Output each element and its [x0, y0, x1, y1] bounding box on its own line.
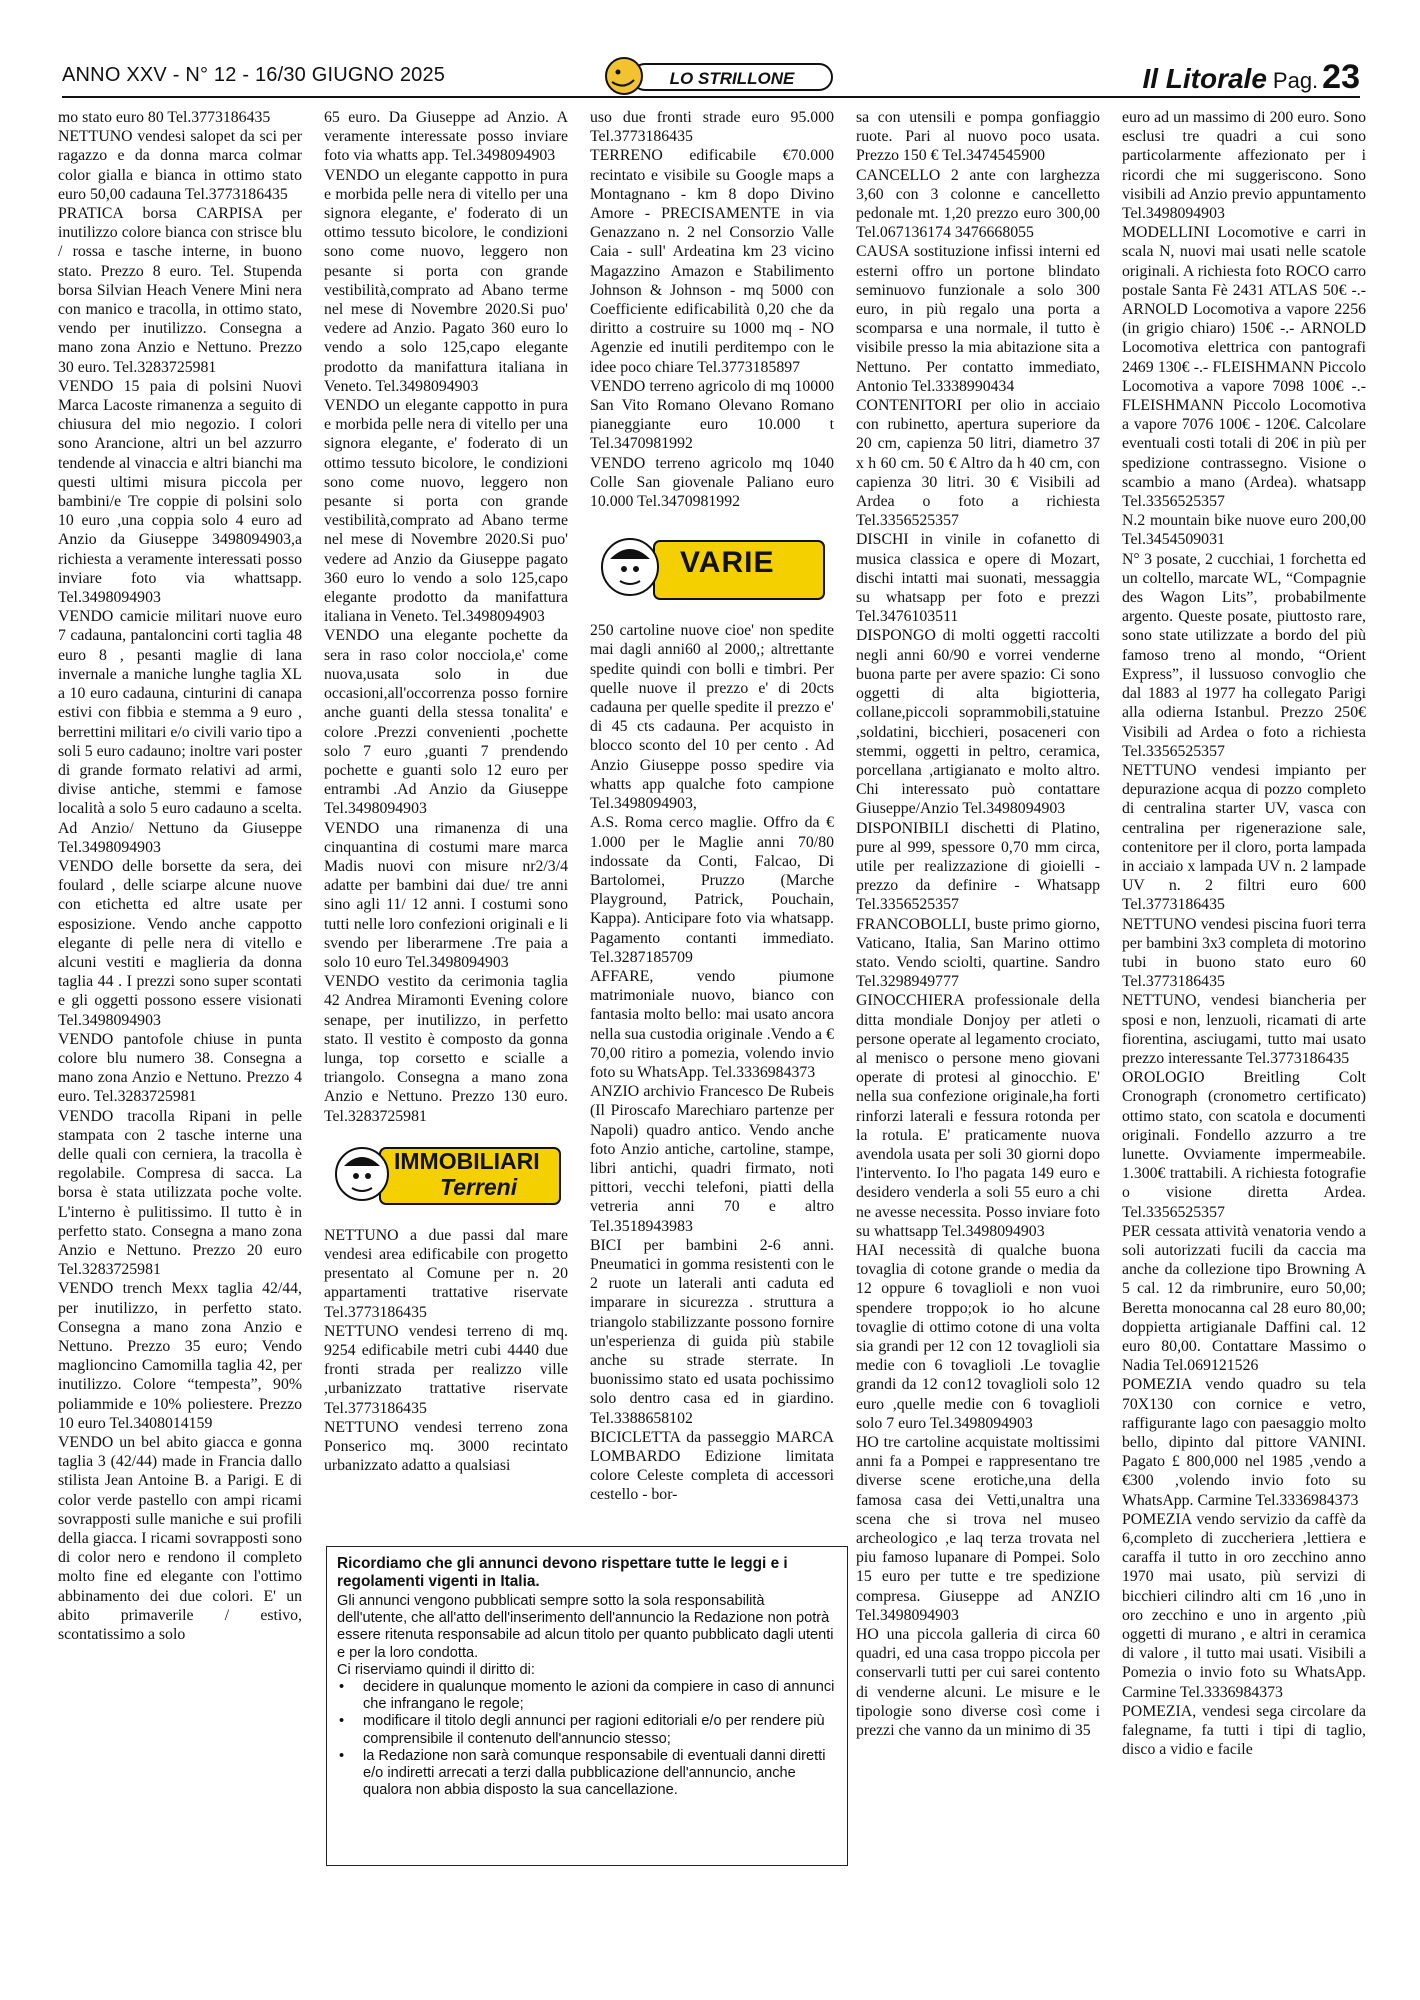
- ad-item: N.2 mountain bike nuove euro 200,00 Tel.3454509031: [1122, 512, 1366, 549]
- page-label: Pag.: [1272, 68, 1319, 93]
- ad-item: PRATICA borsa CARPISA per inutilizzo colore bianca con strisce blu / rossa e tasche interne, in buono stato. Prezzo 8 euro. Tel. Stupenda borsa Silvian Heach Venere Mini nera con manico e tracolla, in ottimo stato, vendo per inutilizzo. Consegna a mano zona Anzio e Nettuno. Prezzo 30 euro. Tel.3283725981: [58, 205, 302, 376]
- paper-title: Il Litorale: [1142, 63, 1267, 94]
- ad-item: CAUSA sostituzione infissi interni ed esterni offro un portone blindato seminuovo funzionale a solo 300 euro, in più regalo una porta a scomparsa e una normale, il tutto è visibile presso la mia abitazione sita a Nettuno. Per contatto immediato, Antonio Tel.3338990434: [856, 243, 1100, 395]
- section-header-immobiliari: [328, 1136, 564, 1212]
- ad-item: NETTUNO, vendesi biancheria per sposi e non, lenzuoli, ricamati di arte fiorentina, asciugami, tutto mai usato prezzo interessante Tel.3773186435: [1122, 992, 1366, 1067]
- page-header: [62, 58, 1360, 94]
- strillone-logo-icon: [602, 54, 842, 100]
- legal-notice-box: [326, 1546, 848, 1866]
- ad-item: VENDO un elegante cappotto in pura e morbida pelle nera di vitello per una signora elegante, e' foderato di un ottimo tessuto bicolore, le condizioni sono come nuovo, leggero non pesante si porta con grande vestibilità,comprato ad Abano terme nel mese di Novembre 2020.Si puo' vedere ad Anzio. Pagato 360 euro lo vendo a solo 125,capo elegante prodotto da manifattura italiana in Veneto. Tel.3498094903: [324, 166, 568, 395]
- ad-item: VENDO delle borsette da sera, dei foulard , delle sciarpe alcune nuove con etichetta ed altre usate per esposizione. Vendo anche cappotto elegante di pelle nera di vitello e alcuni vestiti e maglieria da donna taglia 44 . I prezzi sono super scontati e gli oggetti possono essere visionati Tel.3498094903: [58, 857, 302, 1029]
- notice-body: Gli annunci vengono pubblicati sempre sotto la sola responsabilità dell'utente, che all'atto dell'inserimento dell'annuncio la Redazione non potrà essere ritenuta responsabile ad alcun titolo per quanto pubblicato dagli utenti e per la loro condotta.: [337, 1593, 834, 1661]
- column-2: [324, 108, 568, 1475]
- ad-item: VENDO camicie militari nuove euro 7 cadauna, pantaloncini corti taglia 48 euro 8 , pesanti maglie di lana invernale a maniche lunghe taglia XL a 10 euro cadauna, cinturini di canapa estivi con fibbia e stemma a 9 euro , berrettini militari e/o civili vario tipo a soli 5 euro cadauno; inoltre vari poster di grande formato relativi ad armi, divise antiche, stemmi e famose località a solo 5 euro cadauno a scelta. Ad Anzio/ Nettuno da Giuseppe Tel.3498094903: [58, 608, 302, 856]
- notice-title: Ricordiamo che gli annunci devono rispettare tutte le leggi e i regolamenti vigenti in Italia.: [337, 1555, 788, 1590]
- ad-item: N° 3 posate, 2 cucchiai, 1 forchetta ed un coltello, marcate WL, “Compagnie des Wagon Lits”, probabilmente argento. Queste posate, piuttosto rare, sono state utilizzate a bordo del più famoso treno al mondo, “Orient Express”, il lussuoso convoglio che dal 1883 al 1977 ha collegato Parigi alla odierna Istanbul. Prezzo 250€ Visibili ad Ardea o foto a richiesta Tel.3356525357: [1122, 550, 1366, 760]
- ad-item: 65 euro. Da Giuseppe ad Anzio. A veramente interessate posso inviare foto via whatts app. Tel.3498094903: [324, 109, 568, 165]
- ad-item: FRANCOBOLLI, buste primo giorno, Vaticano, Italia, San Marino ottimo stato. Vendo sciolti, quartine. Sandro Tel.3298949777: [856, 915, 1100, 991]
- ad-item: uso due fronti strade euro 95.000 Tel.3773186435: [590, 109, 834, 146]
- ad-item: VENDO vestito da cerimonia taglia 42 Andrea Miramonti Evening colore senape, per inutilizzo, in perfetto stato. Il vestito è composto da gonna lunga, top corsetto e scialle a triangolo. Consegna a mano zona Anzio e Nettuno. Prezzo 130 euro. Tel.3283725981: [324, 973, 568, 1125]
- ad-item: DISPONIBILI dischetti di Platino, pure al 999, spessore 0,70 mm circa, utile per realizzazione di gioielli - prezzo da definire - Whatsapp Tel.3356525357: [856, 819, 1100, 914]
- ad-item: CANCELLO 2 ante con larghezza 3,60 con 3 colonne e cancelletto pedonale mt. 1,20 prezzo euro 300,00 Tel.067136174 3476668055: [856, 166, 1100, 242]
- column-4: [856, 108, 1100, 1740]
- ad-item: AFFARE, vendo piumone matrimoniale nuovo, bianco con fantasia molto bello: mai usato ancora nella sua custodia originale .Vendo a € 70,00 ritiro a pomezia, volendo invio foto su WhatsApp. Tel.3336984373: [590, 967, 834, 1081]
- ad-item: TERRENO edificabile €70.000 recintato e visibile su Google maps a Montagnano - km 8 dopo Divino Amore - PRECISAMENTE in via Genazzano n. 2 nel Consorzio Valle Caia - sull' Ardeatina km 23 vicino Magazzino Amazon e Stabilimento Johnson & Johnson - mq 5000 con Coefficiente edificabilità 0,20 che da diritto a costruire su 1000 mq - NO Agenzie ed inutili perditempo con le idee poco chiare Tel.3773185897: [590, 147, 834, 376]
- ad-item: NETTUNO vendesi piscina fuori terra per bambini 3x3 completa di motorino tubi in buono stato euro 60 Tel.3773186435: [1122, 915, 1366, 991]
- ad-item: HAI necessità di qualche buona tovaglia di cotone grande o media da 12 oppure 6 tovaglioli e non vuoi spendere troppo;ok io ho alcune tovaglie di ottimo cotone di una volta sia grandi per 12 con 12 tovaglioli sia medie con 6 tovaglioli .Le tovaglie grandi da 12 con12 tovaglioli solo 12 euro ,quelle medie con 6 tovaglioli solo 7 euro Tel.3498094903: [856, 1241, 1100, 1432]
- ad-item: A.S. Roma cerco maglie. Offro da € 1.000 per le Maglie anni 70/80 indossate da Conti, Falcao, Di Bartolomei, Pruzzo (Marche Playground, Patrick, Pouchain, Kappa). Anticipare foto via whatsapp. Pagamento contanti immediato. Tel.3287185709: [590, 814, 834, 966]
- notice-item: • decidere in qualunque momento le azioni da compiere in caso di annunci che infrangano le regole;: [337, 1679, 837, 1713]
- ad-item: BICICLETTA da passeggio MARCA LOMBARDO Edizione limitata colore Celeste completa di accessori cestello - bor-: [590, 1428, 834, 1504]
- notice-intro: Ci riserviamo quindi il diritto di:: [337, 1661, 535, 1678]
- ad-item: POMEZIA, vendesi sega circolare da falegname, fa tutti i tipi di taglio, disco a vidio e facile: [1122, 1702, 1366, 1759]
- column-5: [1122, 108, 1366, 1759]
- ad-item: DISCHI in vinile in cofanetto di musica classica e opere di Mozart, dischi intatti mai suonati, messaggia su whatsapp per foto e prezzi Tel.3476103511: [856, 531, 1100, 626]
- ad-item: VENDO trench Mexx taglia 42/44, per inutilizzo, in perfetto stato. Consegna a mano zona Anzio e Nettuno. Prezzo 35 euro; Vendo maglioncino Camomilla taglia 42, per inutilizzo. Colore “tempesta”, 90% poliammide e 10% poliestere. Prezzo 10 euro Tel.3408014159: [58, 1280, 302, 1432]
- ad-item: NETTUNO a due passi dal mare vendesi area edificabile con progetto presentato al Comune per n. 20 appartamenti trattative riservate Tel.3773186435: [324, 1226, 568, 1321]
- ad-item: VENDO un elegante cappotto in pura e morbida pelle nera di vitello per una signora elegante, e' foderato di un ottimo tessuto bicolore, le condizioni sono come nuovo, leggero non pesante si porta con grande vestibilità,comprato ad Abano terme nel mese di Novembre 2020.Si puo' vedere ad Anzio da Giuseppe pagato 360 euro lo vendo a solo 125,capo elegante prodotto da manifattura italiana in Veneto. Tel.3498094903: [324, 397, 568, 626]
- notice-item: • la Redazione non sarà comunque responsabile di eventuali danni diretti e/o indiretti arrecati a terzi dalla pubblicazione dell'annuncio, anche qualora non abbia disposto la sua cancellazione.: [337, 1748, 837, 1800]
- section-title: VARIE: [680, 546, 775, 580]
- ad-item: POMEZIA vendo servizio da caffè da 6,completo di zuccheriera ,lettiera e caraffa il tutto in oro zecchino anno 1970 mai usato, più servizi di bicchieri cilindro alti cm 16 ,uno in oro zecchino e uno in argento ,più oggetti di murano , e altri in ceramica di valore , il tutto mai usati. Visibili a Pomezia o invio foto su WhatsApp. Carmine Tel.3336984373: [1122, 1510, 1366, 1701]
- ad-item: VENDO tracolla Ripani in pelle stampata con 2 tasche interne una delle quali con cerniera, la tracolla è regolabile. Compresa di sacca. La borsa è stata utilizzata poche volte. L'interno è pulitissimo. Il tutto è in perfetto stato. Consegna a mano zona Anzio e Nettuno. Prezzo 20 euro Tel.3283725981: [58, 1107, 302, 1279]
- section-header-varie: [594, 527, 830, 607]
- ad-item: sa con utensili e pompa gonfiaggio ruote. Pari al nuovo poco usata. Prezzo 150 € Tel.3474545900: [856, 109, 1100, 165]
- ad-item: VENDO pantofole chiuse in punta colore blu numero 38. Consegna a mano zona Anzio e Nettuno. Prezzo 4 euro. Tel.3283725981: [58, 1030, 302, 1106]
- page-number: 23: [1322, 58, 1360, 96]
- ad-item: CONTENITORI per olio in acciaio con rubinetto, apertura superiore da 20 cm, capienza 50 litri, diametro 37 x h 60 cm. 50 € Altro da h 40 cm, con capienza 30 litri. 30 € Visibili ad Ardea o foto a richiesta Tel.3356525357: [856, 397, 1100, 530]
- ad-item: VENDO 15 paia di polsini Nuovi Marca Lacoste rimanenza a seguito di chiusura del mio negozio. I colori sono Arancione, altri un bel azzurro tendende al vinaccia e altri bianchi ma questi ultimi misura piccola per bambini/e Tre coppie di polsini solo 10 euro ,una coppia solo 4 euro ad Anzio da Giuseppe 3498094903,a richiesta a veramente interessati posso inviare foto via whattsapp. Tel.3498094903: [58, 377, 302, 607]
- ad-item: ANZIO archivio Francesco De Rubeis (Il Piroscafo Marechiaro partenze per Napoli) quadro antico. Vendo anche foto Anzio antiche, cartoline, stampe, libri antichi, quadri firmato, noti pittori, vecchi telefoni, piatti della vetreria anni 70 e altro Tel.3518943983: [590, 1083, 834, 1235]
- section-title: IMMOBILIARI: [394, 1147, 540, 1174]
- header-rule: [62, 96, 1360, 98]
- ad-item: BICI per bambini 2-6 anni. Pneumatici in gomma resistenti con le 2 ruote un laterali anti caduta ed imparare in sicurezza . struttura a triangolo stabilizzante possono fornire un'esperienza di guida più stabile anche su strade sterrate. In buonissimo stato ed usata pochissimo solo dentro casa ed in giardino. Tel.3388658102: [590, 1236, 834, 1427]
- logo-text: LO STRILLONE: [669, 69, 795, 88]
- ad-item: 250 cartoline nuove cioe' non spedite mai dagli anni60 al 2000,; altrettante spedite quindi con bolli e timbri. Per quelle nuove il prezzo e' di 20cts cadauna per quelle spedite il prezzo e' di 45 cts cadauna. Per acquisto in blocco sconto del 10 per cento . Ad Anzio Giuseppe posso spedire via whatts app qualche foto campione Tel.3498094903,: [590, 622, 834, 813]
- ad-item: VENDO una elegante pochette da sera in raso color nocciola,e' come nuova,usata solo in due occasioni,all'occorrenza posso fornire anche guanti della stessa tonalita' e colore .Prezzi convenienti ,pochette solo 7 euro ,guanti 7 prendendo pochette e guanti solo 12 euro per entrambi .Ad Anzio da Giuseppe Tel.3498094903: [324, 627, 568, 818]
- strillone-logo: [602, 54, 842, 100]
- ad-item: euro ad un massimo di 200 euro. Sono esclusi tre quadri a cui sono particolarmente affezionato per i ricordi che mi suggeriscono. Sono visibili ad Anzio previo appuntamento Tel.3498094903: [1122, 109, 1366, 223]
- ad-item: HO tre cartoline acquistate moltissimi anni fa a Pompei e rappresentano tre diverse scene erotiche,una della famosa casa dei Vetti,unaltra una scena che si trova nel museo archeologico ,e laq terza trovata nel piu famoso lupanare di Pompei. Solo 15 euro per tutte e tre spedizione compresa. Giuseppe ad ANZIO Tel.3498094903: [856, 1434, 1100, 1624]
- ad-item: MODELLINI Locomotive e carri in scala N, nuovi mai usati nelle scatole originali. A richiesta foto ROCO carro postale Santa Fè 2431 ATLAS 50€ -.- ARNOLD Locomotiva a vapore 2256 (in grigio chiaro) 150€ -.- ARNOLD Locomotiva elettrica con pantografi 2469 130€ -.- FLEISHMANN Piccolo Locomotiva a vapore 7098 100€ -.- FLEISHMANN Piccolo Locomotiva a vapore 7076 100€ - 120€. Calcolare eventuali costi totali di 20€ in più per spedizione contrassegno. Visione o scambio a mano (Ardea). whatsapp Tel.3356525357: [1122, 224, 1366, 511]
- ad-item: VENDO un bel abito giacca e gonna taglia 3 (42/44) made in Francia dallo stilista Jean Antoine B. a Parigi. E di color verde pastello con ampi ricami sovrapposti sulle maniche e sui profili della giacca. I ricami sovrapposti sono di color nero e rendono il completo molto fine ed elegante con l'ottimo abbinamento dei due colori. E' un abito primaverile / estivo, scontatissimo a solo: [58, 1434, 302, 1644]
- ad-item: DISPONGO di molti oggetti raccolti negli anni 60/90 e vorrei venderne buona parte per avere spazio: Ci sono oggetti di alta bigiotteria, collane,piccoli soprammobili,statuine ,soldatini, bicchieri, posaceneri con stemmi, oggetti in peltro, ceramica, porcellana ,artigianato e molto altro. Chi interessato può contattare Giuseppe/Anzio Tel.3498094903: [856, 627, 1100, 818]
- paper-title-block: [1142, 58, 1360, 97]
- section-subtitle: Terreni: [440, 1173, 518, 1200]
- column-3: [590, 108, 834, 1505]
- ad-item: mo stato euro 80 Tel.3773186435: [58, 109, 271, 126]
- ad-item: NETTUNO vendesi terreno di mq. 9254 edificabile metri cubi 4440 due fronti strada per realizzo ville ,urbanizzato trattative riservate Tel.3773186435: [324, 1322, 568, 1417]
- ad-item: OROLOGIO Breitling Colt Cronograph (cronometro certificato) ottimo stato, con scatola e documenti originali. Fondello azzurro a tre lunette. Ovviamente impermeabile. 1.300€ trattabili. A richiesta fotografie o visione diretta Ardea. Tel.3356525357: [1122, 1069, 1366, 1221]
- ad-item: POMEZIA vendo quadro su tela 70X130 con cornice e vetro, raffigurante lago con paesaggio molto bello, dipinto dal pittore VANINI. Pagato £ 800,000 nel 1985 ,vendo a €300 ,volendo invio foto su WhatsApp. Carmine Tel.3336984373: [1122, 1376, 1366, 1509]
- ad-item: NETTUNO vendesi salopet da sci per ragazzo e da donna marca colmar color gialla e bianca in ottimo stato euro 50,00 cadauna Tel.3773186435: [58, 128, 302, 203]
- ad-item: PER cessata attività venatoria vendo a soli autorizzati fucili da caccia ma anche da collezione tipo Browning A 5 cal. 12 da rimbrunire, euro 50,00; Beretta monocanna cal 28 euro 80,00; doppietta artigianale Daffini cal. 12 euro 80,00. Contattare Massimo o Nadia Tel.069121526: [1122, 1222, 1366, 1375]
- issue-info: ANNO XXV - N° 12 - 16/30 GIUGNO 2025: [62, 64, 446, 86]
- ad-item: VENDO terreno agricolo di mq 10000 San Vito Romano Olevano Romano pianeggiante euro 10.000 t Tel.3470981992: [590, 377, 834, 453]
- ad-item: VENDO una rimanenza di una cinquantina di costumi mare marca Madis nuovi con misure nr2/3/4 adatte per bambini dai due/ tre anni sino agli 11/ 12 anni. I costumi sono tutti nelle loro confezioni originali e li svendo per liberarmene .Tre paia a solo 10 euro Tel.3498094903: [324, 819, 568, 971]
- ad-item: GINOCCHIERA professionale della ditta mondiale Donjoy per atleti o persone operate al legamento crociato, al menisco o persone meno giovani operate di protesi al ginocchio. E' nella sua confezione originale,ha forti rinforzi laterali e fessura rotonda per la rotula. E' praticamente nuova avendola usata per soli 30 giorni dopo l'intervento. Io l'ho pagata 149 euro e desidero venderla a soli 55 euro a chi ne avesse necessita. Posso inviare foto su whattsapp Tel.3498094903: [856, 992, 1100, 1240]
- notice-item: • modificare il titolo degli annunci per ragioni editoriali e/o per rendere più comprensibile il contenuto dell'annuncio stesso;: [337, 1713, 837, 1747]
- column-1: [58, 108, 302, 1644]
- ad-item: VENDO terreno agricolo mq 1040 Colle San giovenale Paliano euro 10.000 Tel.3470981992: [590, 454, 834, 511]
- ad-item: NETTUNO vendesi impianto per depurazione acqua di pozzo completo di centralina starter UV, vasca con centralina per rigenerazione sale, contenitore per il cloro, porta lampada in acciaio x lampada UV n. 2 lampade UV n. 2 filtri euro 600 Tel.3773186435: [1122, 761, 1366, 914]
- ad-item: NETTUNO vendesi terreno zona Ponserico mq. 3000 recintato urbanizzato adatto a qualsiasi: [324, 1418, 568, 1475]
- ad-item: HO una piccola galleria di circa 60 quadri, ed una casa troppo piccola per conservarli tutti per cui sarei contento di venderne alcuni. Le misure e le tipologie sono diverse così come i prezzi che vanno da un minimo di 35: [856, 1626, 1100, 1740]
